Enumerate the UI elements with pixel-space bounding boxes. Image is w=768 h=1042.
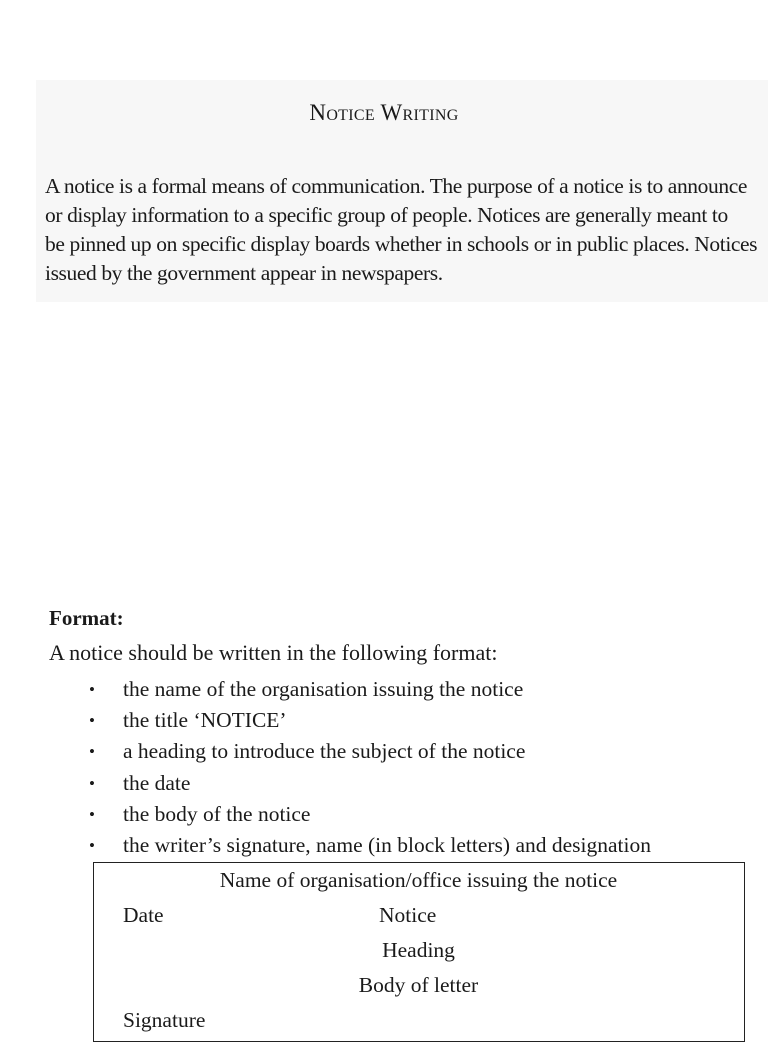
intro-paragraph: [45, 172, 758, 288]
list-item: [89, 768, 651, 799]
sample-signature: Signature: [123, 1008, 206, 1032]
list-item: [89, 705, 651, 736]
list-item-text: a heading to introduce the subject of the notice: [123, 739, 526, 764]
sample-notice-format-box: [93, 862, 745, 1042]
intro-line: issued by the government appear in newspapers.: [45, 261, 443, 285]
sample-heading: Heading: [382, 938, 455, 962]
list-item: [89, 830, 651, 861]
list-item: [89, 799, 651, 830]
sample-date: Date: [123, 903, 164, 927]
sample-notice-title: Notice: [379, 903, 437, 927]
bullet-icon: •: [89, 804, 95, 824]
sample-organisation: Name of organisation/office issuing the notice: [219, 868, 618, 892]
bullet-icon: •: [89, 835, 95, 855]
intro-line: A notice is a formal means of communication. The purpose of a notice is to announce: [45, 174, 747, 198]
format-intro: A notice should be written in the following format:: [49, 640, 498, 665]
intro-line: or display information to a specific group of people. Notices are generally meant to: [45, 203, 728, 227]
bullet-icon: •: [89, 711, 95, 731]
list-item-text: the body of the notice: [123, 801, 311, 826]
bullet-icon: •: [89, 773, 95, 793]
intro-line: be pinned up on specific display boards whether in schools or in public places. Notices: [45, 232, 758, 256]
list-item-text: the date: [123, 770, 191, 795]
list-item-text: the writer’s signature, name (in block letters) and designation: [123, 832, 651, 857]
format-list: [89, 674, 651, 861]
page-title: Notice Writing: [309, 100, 459, 125]
bullet-icon: •: [89, 742, 95, 762]
list-item: [89, 674, 651, 705]
list-item-text: the title ‘NOTICE’: [123, 708, 287, 733]
list-item: [89, 736, 651, 767]
bullet-icon: •: [89, 680, 95, 699]
sample-body: Body of letter: [358, 973, 479, 997]
list-item-text: the name of the organisation issuing the notice: [123, 677, 524, 701]
format-heading: Format:: [49, 606, 124, 630]
